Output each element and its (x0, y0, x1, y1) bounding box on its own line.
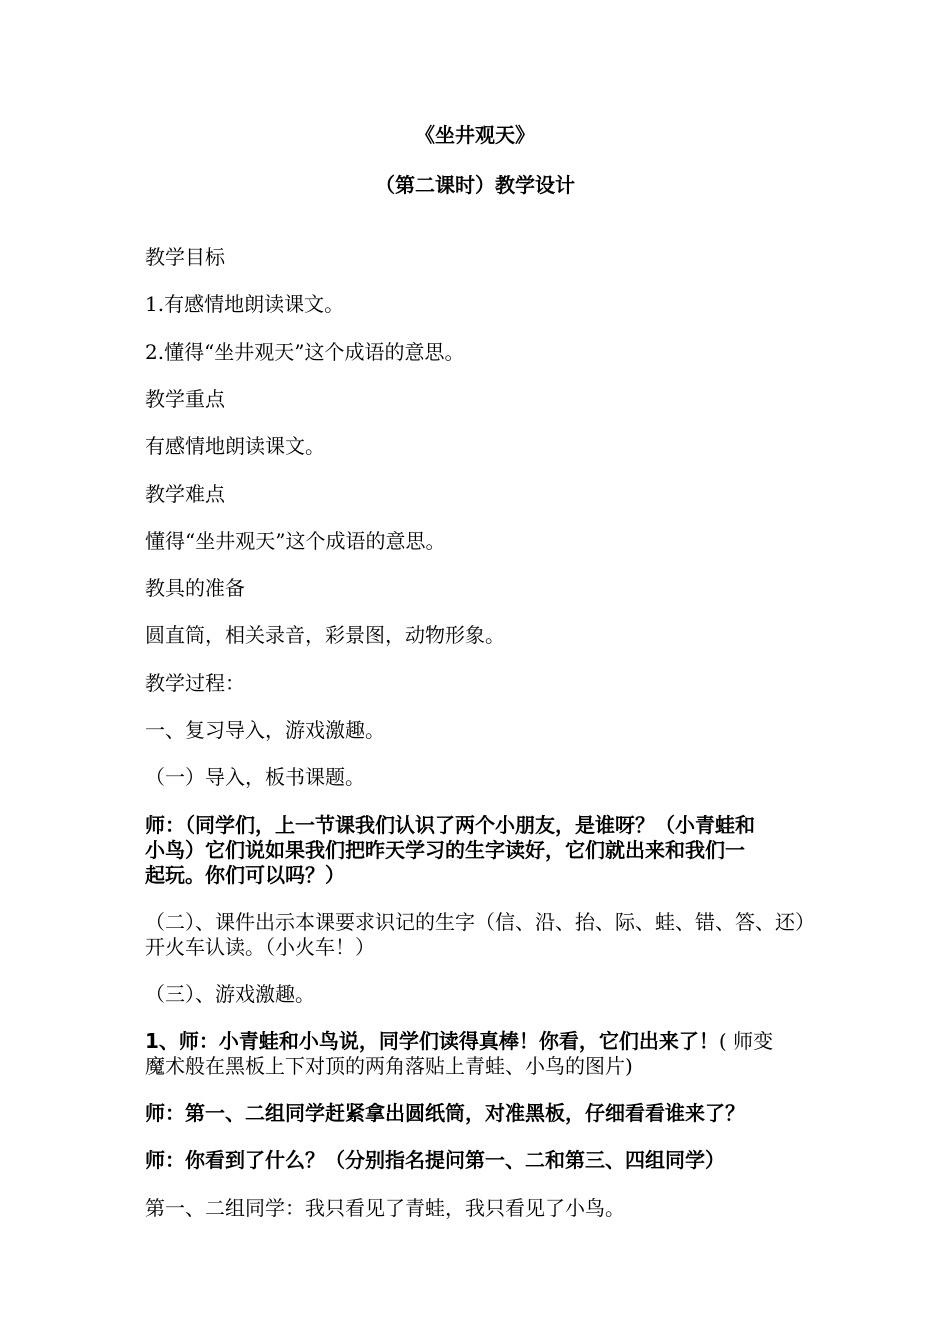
materials-text: 圆直筒，相关录音，彩景图，动物形象。 (145, 623, 505, 647)
objective-item-2: 2.懂得“坐井观天”这个成语的意思。 (145, 340, 465, 364)
teacher-question: 师：你看到了什么？（分别指名提问第一、二和第三、四组同学） (145, 1148, 725, 1172)
activity-teacher-speech: 1、师：小青蛙和小鸟说，同学们读得真棒！你看，它们出来了！ (145, 1029, 719, 1053)
teacher-dialogue-line-1: 师：（同学们，上一节课我们认识了两个小朋友，是谁呀？（小青蛙和 (145, 813, 755, 837)
document-subtitle: （第二课时）教学设计 (375, 173, 575, 197)
teacher-dialogue-line-3: 起玩。你们可以吗？） (145, 863, 345, 887)
teacher-instruction: 师：第一、二组同学赶紧拿出圆纸筒，对准黑板，仔细看看谁来了？ (145, 1101, 745, 1125)
difficulty-text: 懂得“坐井观天”这个成语的意思。 (145, 529, 446, 553)
activity-line-2: 魔术般在黑板上下对顶的两角落贴上青蛙、小鸟的图片) (145, 1054, 633, 1078)
process-substep-1: （一）导入，板书课题。 (145, 765, 365, 789)
section-heading-difficulty: 教学难点 (145, 482, 225, 506)
key-point-text: 有感情地朗读课文。 (145, 434, 325, 458)
section-heading-key-point: 教学重点 (145, 387, 225, 411)
process-substep-2-line-2: 开火车认读。（小火车！） (145, 935, 375, 959)
student-answer: 第一、二组同学：我只看见了青蛙，我只看见了小鸟。 (145, 1196, 625, 1220)
activity-line-1 (145, 1029, 810, 1053)
section-heading-process: 教学过程： (145, 671, 245, 695)
activity-stage-note: ( 师变 (718, 1029, 774, 1053)
teacher-dialogue-line-2: 小鸟）它们说如果我们把昨天学习的生字读好，它们就出来和我们一 (145, 838, 745, 862)
process-step-1: 一、复习导入，游戏激趣。 (145, 718, 385, 742)
document-title: 《坐井观天》 (415, 123, 535, 147)
section-heading-materials: 教具的准备 (145, 576, 245, 600)
process-substep-2-line-1: （二）、课件出示本课要求识记的生字（信、沿、抬、际、蛙、错、答、还） (145, 910, 815, 934)
section-heading-objectives: 教学目标 (145, 245, 225, 269)
process-substep-3: （三）、游戏激趣。 (145, 982, 315, 1006)
objective-item-1: 1.有感情地朗读课文。 (145, 292, 345, 316)
